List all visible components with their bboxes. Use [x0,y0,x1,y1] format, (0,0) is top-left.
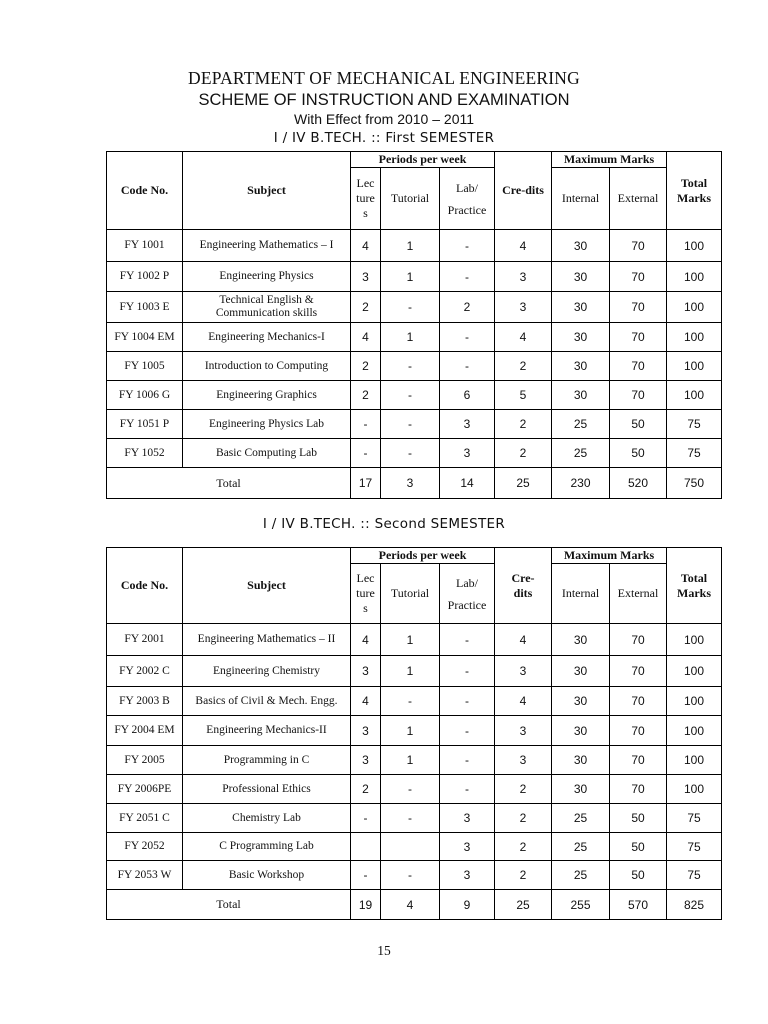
total-row [107,468,722,499]
cell-credits: 2 [495,410,552,439]
cell-lectures: 2 [351,381,381,410]
cell-lectures: 2 [351,775,381,804]
cell-lectures: 4 [351,230,381,262]
cell-external: 70 [610,687,667,716]
cell-external: 70 [610,775,667,804]
cell-internal: 30 [552,292,610,323]
cell-code: FY 1006 G [107,381,183,410]
header-external: External [610,564,667,624]
cell-subject: Engineering Physics [183,262,351,292]
cell-subject: Programming in C [183,746,351,775]
cell-lectures: - [351,861,381,890]
cell-subject: Introduction to Computing [183,352,351,381]
cell-tutorial: - [381,804,440,833]
cell-code: FY 1002 P [107,262,183,292]
cell-external: 50 [610,804,667,833]
cell-internal: 30 [552,262,610,292]
cell-credits: 2 [495,804,552,833]
cell-lab: - [440,716,495,746]
cell-lectures: 3 [351,262,381,292]
header-total-marks: Total Marks [667,548,722,624]
cell-external: 70 [610,381,667,410]
cell-internal: 30 [552,687,610,716]
cell-total: 100 [667,323,722,352]
cell-total: 100 [667,775,722,804]
header-lectures: Lec ture s [351,564,381,624]
header-credits: Cre- dits [495,548,552,624]
cell-credits: 3 [495,746,552,775]
scheme-title: SCHEME OF INSTRUCTION AND EXAMINATION [198,91,570,109]
cell-subject: Technical English & Communication skills [183,292,351,323]
cell-internal: 25 [552,439,610,468]
total-lec: 17 [351,468,381,499]
cell-subject: Engineering Physics Lab [183,410,351,439]
cell-total: 100 [667,656,722,687]
cell-tutorial: 1 [381,323,440,352]
cell-total: 75 [667,833,722,861]
cell-code: FY 2003 B [107,687,183,716]
cell-subject: Basics of Civil & Mech. Engg. [183,687,351,716]
table-row [107,687,722,716]
department-title: DEPARTMENT OF MECHANICAL ENGINEERING [188,68,580,88]
total-int: 230 [552,468,610,499]
cell-credits: 3 [495,716,552,746]
cell-tutorial: 1 [381,262,440,292]
header-subject: Subject [183,548,351,624]
cell-tutorial [381,833,440,861]
table-row [107,775,722,804]
table-row [107,381,722,410]
table-row [107,746,722,775]
header-periods: Periods per week [351,548,495,564]
total-tut: 3 [381,468,440,499]
total-row [107,890,722,920]
cell-tutorial: - [381,439,440,468]
table-row [107,861,722,890]
cell-lectures: 4 [351,323,381,352]
total-ext: 570 [610,890,667,920]
cell-credits: 2 [495,833,552,861]
cell-credits: 2 [495,861,552,890]
cell-credits: 2 [495,439,552,468]
cell-lab: - [440,687,495,716]
cell-code: FY 2005 [107,746,183,775]
table-row [107,410,722,439]
header-total-marks: Total Marks [667,152,722,230]
cell-tutorial: 1 [381,656,440,687]
cell-code: FY 2001 [107,624,183,656]
table-row [107,323,722,352]
cell-external: 70 [610,746,667,775]
cell-code: FY 2006PE [107,775,183,804]
cell-subject: Engineering Chemistry [183,656,351,687]
table-row [107,292,722,323]
cell-total: 75 [667,410,722,439]
cell-lectures: - [351,439,381,468]
cell-subject: Engineering Graphics [183,381,351,410]
cell-code: FY 1001 [107,230,183,262]
cell-credits: 5 [495,381,552,410]
cell-code: FY 2002 C [107,656,183,687]
table-row [107,352,722,381]
cell-lab: 3 [440,804,495,833]
header-max-marks: Maximum Marks [552,548,667,564]
cell-external: 50 [610,439,667,468]
table-row [107,833,722,861]
cell-lectures: 3 [351,656,381,687]
cell-lectures: - [351,410,381,439]
cell-external: 70 [610,716,667,746]
cell-internal: 30 [552,323,610,352]
cell-code: FY 2052 [107,833,183,861]
cell-credits: 4 [495,323,552,352]
total-lab: 9 [440,890,495,920]
cell-internal: 25 [552,861,610,890]
total-tot: 750 [667,468,722,499]
cell-lab: 3 [440,861,495,890]
cell-external: 50 [610,410,667,439]
total-int: 255 [552,890,610,920]
cell-lab: 6 [440,381,495,410]
header-credits: Cre-dits [495,152,552,230]
cell-code: FY 1052 [107,439,183,468]
cell-internal: 30 [552,656,610,687]
cell-code: FY 1003 E [107,292,183,323]
total-lab: 14 [440,468,495,499]
cell-code: FY 1005 [107,352,183,381]
cell-internal: 25 [552,833,610,861]
cell-internal: 30 [552,352,610,381]
cell-code: FY 2051 C [107,804,183,833]
cell-code: FY 2053 W [107,861,183,890]
cell-total: 100 [667,746,722,775]
cell-external: 70 [610,624,667,656]
cell-total: 100 [667,624,722,656]
cell-credits: 4 [495,230,552,262]
table-row [107,262,722,292]
cell-subject: Basic Computing Lab [183,439,351,468]
cell-lab: - [440,656,495,687]
total-tut: 4 [381,890,440,920]
cell-code: FY 1051 P [107,410,183,439]
header-lab: Lab/ Practice [440,168,495,230]
table-row [107,656,722,687]
cell-external: 70 [610,352,667,381]
cell-total: 100 [667,292,722,323]
cell-subject: Chemistry Lab [183,804,351,833]
header-code: Code No. [107,548,183,624]
effect-line: With Effect from 2010 – 2011 [293,111,475,127]
cell-lectures: 2 [351,292,381,323]
cell-lab: 2 [440,292,495,323]
cell-external: 50 [610,833,667,861]
cell-tutorial: - [381,352,440,381]
cell-total: 100 [667,687,722,716]
cell-total: 100 [667,716,722,746]
header-lab: Lab/ Practice [440,564,495,624]
cell-lab: 3 [440,833,495,861]
header-internal: Internal [552,564,610,624]
cell-external: 70 [610,323,667,352]
cell-total: 100 [667,230,722,262]
cell-tutorial: - [381,775,440,804]
cell-lectures: 4 [351,687,381,716]
cell-lectures: 3 [351,716,381,746]
table-row [107,439,722,468]
header-internal: Internal [552,168,610,230]
cell-external: 70 [610,230,667,262]
cell-lab: - [440,352,495,381]
cell-tutorial: - [381,861,440,890]
total-tot: 825 [667,890,722,920]
cell-tutorial: 1 [381,230,440,262]
cell-internal: 25 [552,410,610,439]
semester-1-table [106,151,722,499]
table-row [107,624,722,656]
cell-lab: 3 [440,439,495,468]
header-subject: Subject [183,152,351,230]
cell-lab: - [440,323,495,352]
cell-code: FY 2004 EM [107,716,183,746]
cell-internal: 30 [552,716,610,746]
total-cr: 25 [495,468,552,499]
cell-subject: Basic Workshop [183,861,351,890]
total-lec: 19 [351,890,381,920]
cell-total: 75 [667,439,722,468]
total-label: Total [107,890,351,920]
table-row [107,716,722,746]
header-tutorial: Tutorial [381,564,440,624]
header-external: External [610,168,667,230]
cell-total: 100 [667,262,722,292]
header-periods: Periods per week [351,152,495,168]
table-row [107,230,722,262]
cell-lectures: 2 [351,352,381,381]
table-row [107,804,722,833]
total-cr: 25 [495,890,552,920]
cell-tutorial: - [381,292,440,323]
cell-external: 70 [610,656,667,687]
semester-1-title: I / IV B.TECH. :: First SEMESTER [273,130,495,146]
cell-credits: 2 [495,352,552,381]
cell-credits: 4 [495,687,552,716]
header-tutorial: Tutorial [381,168,440,230]
cell-lab: - [440,746,495,775]
cell-total: 75 [667,804,722,833]
cell-subject: Engineering Mathematics – II [183,624,351,656]
cell-lectures [351,833,381,861]
semester-2-title: I / IV B.TECH. :: Second SEMESTER [262,516,506,532]
cell-tutorial: - [381,687,440,716]
semester-2-table [106,547,722,920]
cell-credits: 2 [495,775,552,804]
cell-subject: Professional Ethics [183,775,351,804]
cell-code: FY 1004 EM [107,323,183,352]
cell-subject: Engineering Mathematics – I [183,230,351,262]
cell-tutorial: 1 [381,624,440,656]
cell-internal: 30 [552,624,610,656]
cell-external: 50 [610,861,667,890]
cell-tutorial: 1 [381,716,440,746]
cell-lab: - [440,230,495,262]
cell-credits: 4 [495,624,552,656]
cell-total: 100 [667,381,722,410]
cell-internal: 30 [552,775,610,804]
header-lectures: Lec ture s [351,168,381,230]
cell-total: 75 [667,861,722,890]
cell-tutorial: - [381,381,440,410]
cell-lab: - [440,262,495,292]
page-number: 15 [377,943,391,958]
total-ext: 520 [610,468,667,499]
cell-tutorial: - [381,410,440,439]
header-max-marks: Maximum Marks [552,152,667,168]
cell-internal: 30 [552,230,610,262]
cell-internal: 25 [552,804,610,833]
cell-lectures: - [351,804,381,833]
cell-lab: 3 [440,410,495,439]
cell-lab: - [440,775,495,804]
cell-credits: 3 [495,656,552,687]
header-code: Code No. [107,152,183,230]
cell-external: 70 [610,292,667,323]
cell-subject: C Programming Lab [183,833,351,861]
cell-subject: Engineering Mechanics-I [183,323,351,352]
cell-credits: 3 [495,292,552,323]
cell-internal: 30 [552,381,610,410]
total-label: Total [107,468,351,499]
cell-internal: 30 [552,746,610,775]
cell-lectures: 3 [351,746,381,775]
cell-credits: 3 [495,262,552,292]
cell-lab: - [440,624,495,656]
cell-total: 100 [667,352,722,381]
cell-external: 70 [610,262,667,292]
cell-subject: Engineering Mechanics-II [183,716,351,746]
cell-lectures: 4 [351,624,381,656]
cell-tutorial: 1 [381,746,440,775]
